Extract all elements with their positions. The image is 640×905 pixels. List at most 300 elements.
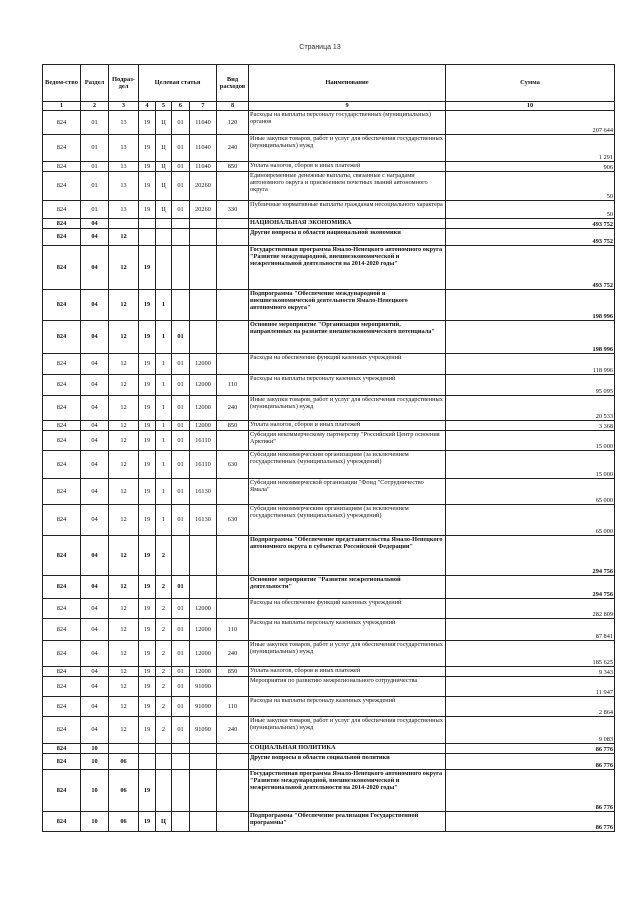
cell-vedomstvo: 824 (43, 667, 81, 677)
cell-sum: 198 996 (446, 321, 615, 354)
cell-target-subprogram: 2 (156, 667, 172, 677)
table-row (43, 135, 615, 162)
cell-target-event: 01 (172, 375, 190, 396)
cell-name: Другие вопросы в области социальной политики (249, 754, 446, 770)
cell-target-direction: 91090 (190, 717, 217, 744)
cell-sum: 185 625 (446, 641, 615, 667)
cell-target-event: 01 (172, 677, 190, 697)
cell-razdel: 04 (81, 229, 109, 246)
cell-target-subprogram: 1 (156, 421, 172, 431)
cell-target-subprogram: 1 (156, 431, 172, 451)
cell-podrazdel: 12 (109, 641, 139, 667)
cell-target-direction: 11040 (190, 135, 217, 162)
cell-sum: 50 (446, 172, 615, 201)
cell-sum: 906 (446, 162, 615, 172)
cell-target-direction (190, 246, 217, 290)
table-row (43, 375, 615, 396)
cell-target-direction: 12000 (190, 375, 217, 396)
cell-sum: 86 776 (446, 744, 615, 754)
cell-vid-raskhodov: 110 (217, 619, 249, 641)
cell-vid-raskhodov (217, 290, 249, 321)
cell-target-program: 19 (139, 451, 156, 479)
cell-sum: 11 947 (446, 677, 615, 697)
table-row (43, 396, 615, 421)
cell-vedomstvo: 824 (43, 354, 81, 375)
cell-target-event: 01 (172, 172, 190, 201)
cell-name: Основное мероприятие "Организация мероприятий, направленных на развитие внешнеэкономического потенциала" (249, 321, 446, 354)
cell-name: Субсидии некоммерческим организациям (за исключением государственных (муниципальных) учреждений) (249, 505, 446, 536)
cell-razdel: 04 (81, 576, 109, 599)
page-title: Страница 13 (299, 44, 341, 51)
cell-vid-raskhodov: 110 (217, 375, 249, 396)
header-vid: Вид расходов (217, 65, 249, 102)
cell-sum: 1 291 (446, 135, 615, 162)
cell-target-event: 01 (172, 354, 190, 375)
cell-vid-raskhodov: 120 (217, 111, 249, 135)
cell-name: Публичные нормативные выплаты гражданам несоциального характера (249, 201, 446, 219)
cell-vid-raskhodov (217, 754, 249, 770)
cell-vid-raskhodov (217, 321, 249, 354)
cell-vedomstvo: 824 (43, 717, 81, 744)
cell-name: Подпрограмма "Обеспечение международной и внешнеэкономической деятельности Ямало-Ненецкого автономного округа" (249, 290, 446, 321)
cell-vid-raskhodov (217, 354, 249, 375)
cell-name: Подпрограмма "Обеспечение представительства Ямало-Ненецкого автономного округа в субъектах Российской Федерации" (249, 536, 446, 576)
cell-razdel: 04 (81, 717, 109, 744)
cell-sum: 87 841 (446, 619, 615, 641)
table-row (43, 717, 615, 744)
cell-target-event: 01 (172, 576, 190, 599)
cell-target-direction (190, 812, 217, 832)
cell-target-event: 01 (172, 599, 190, 619)
cell-target-program: 19 (139, 201, 156, 219)
cell-razdel: 01 (81, 172, 109, 201)
cell-target-event: 01 (172, 111, 190, 135)
column-number-row (43, 102, 615, 111)
table-row (43, 111, 615, 135)
cell-target-direction: 12000 (190, 421, 217, 431)
cell-target-subprogram: Ц (156, 172, 172, 201)
cell-target-subprogram: 1 (156, 354, 172, 375)
cell-name: Уплата налогов, сборов и иных платежей (249, 162, 446, 172)
cell-target-event (172, 754, 190, 770)
cell-vid-raskhodov (217, 812, 249, 832)
cell-name: Государственная программа Ямало-Ненецкого автономного округа "Развитие международной, внешнеэкономической и межрегиональной деятельности на 2014-2020 годы" (249, 770, 446, 812)
cell-target-program: 19 (139, 505, 156, 536)
cell-target-program: 19 (139, 599, 156, 619)
cell-vid-raskhodov (217, 172, 249, 201)
cell-target-direction: 12000 (190, 354, 217, 375)
table-row (43, 754, 615, 770)
table-row (43, 619, 615, 641)
column-number: 3 (109, 102, 139, 111)
cell-podrazdel: 12 (109, 290, 139, 321)
cell-vedomstvo: 824 (43, 219, 81, 229)
cell-sum: 95 095 (446, 375, 615, 396)
cell-razdel: 04 (81, 667, 109, 677)
cell-sum: 2 864 (446, 697, 615, 717)
table-row (43, 451, 615, 479)
cell-vedomstvo: 824 (43, 421, 81, 431)
cell-sum: 118 996 (446, 354, 615, 375)
cell-vid-raskhodov (217, 536, 249, 576)
cell-razdel: 04 (81, 246, 109, 290)
cell-sum: 3 368 (446, 421, 615, 431)
cell-name: Единовременные денежные выплаты, связанные с наградами автономного округа и присвоением почетных званий автономного округа (249, 172, 446, 201)
cell-vedomstvo: 824 (43, 111, 81, 135)
cell-target-event: 01 (172, 162, 190, 172)
cell-target-direction: 12000 (190, 599, 217, 619)
table-row (43, 172, 615, 201)
table-row (43, 599, 615, 619)
cell-target-program: 19 (139, 431, 156, 451)
cell-name: Расходы на выплаты персоналу казенных учреждений (249, 375, 446, 396)
cell-target-program: 19 (139, 162, 156, 172)
table-row (43, 479, 615, 505)
cell-razdel: 04 (81, 321, 109, 354)
cell-target-subprogram: Ц (156, 111, 172, 135)
cell-vid-raskhodov (217, 770, 249, 812)
cell-podrazdel: 12 (109, 576, 139, 599)
cell-vedomstvo: 824 (43, 290, 81, 321)
cell-podrazdel: 13 (109, 162, 139, 172)
cell-podrazdel: 06 (109, 770, 139, 812)
cell-target-direction: 16130 (190, 505, 217, 536)
cell-razdel: 04 (81, 354, 109, 375)
cell-vid-raskhodov: 630 (217, 505, 249, 536)
cell-target-direction (190, 576, 217, 599)
cell-sum: 65 000 (446, 479, 615, 505)
cell-target-event (172, 290, 190, 321)
table-row (43, 641, 615, 667)
header-name: Наименование (249, 65, 446, 102)
cell-vid-raskhodov (217, 229, 249, 246)
cell-podrazdel: 12 (109, 599, 139, 619)
cell-target-program: 19 (139, 375, 156, 396)
cell-target-event: 01 (172, 421, 190, 431)
cell-target-program: 19 (139, 576, 156, 599)
cell-razdel: 10 (81, 812, 109, 832)
cell-razdel: 04 (81, 599, 109, 619)
cell-target-direction: 16110 (190, 431, 217, 451)
cell-target-program: 19 (139, 354, 156, 375)
cell-target-direction: 12000 (190, 667, 217, 677)
cell-target-direction (190, 536, 217, 576)
cell-podrazdel: 12 (109, 505, 139, 536)
cell-target-direction: 20260 (190, 172, 217, 201)
cell-sum: 294 756 (446, 536, 615, 576)
cell-target-direction (190, 770, 217, 812)
cell-target-subprogram: 2 (156, 697, 172, 717)
cell-name: Иные закупки товаров, работ и услуг для обеспечения государственных (муниципальных) нужд (249, 641, 446, 667)
budget-table (42, 64, 615, 832)
cell-target-subprogram: 1 (156, 479, 172, 505)
cell-vedomstvo: 824 (43, 375, 81, 396)
cell-target-program: 19 (139, 619, 156, 641)
cell-target-program: 19 (139, 479, 156, 505)
cell-target-event: 01 (172, 135, 190, 162)
cell-podrazdel: 12 (109, 421, 139, 431)
cell-vedomstvo: 824 (43, 162, 81, 172)
cell-name: Субсидии некоммерческой организации "Фонд "Сотрудничество Ямала" (249, 479, 446, 505)
cell-name: Мероприятия по развитию межрегионального сотрудничества (249, 677, 446, 697)
cell-vid-raskhodov: 850 (217, 162, 249, 172)
cell-razdel: 04 (81, 375, 109, 396)
cell-razdel: 04 (81, 536, 109, 576)
cell-target-subprogram (156, 229, 172, 246)
cell-vedomstvo: 824 (43, 229, 81, 246)
cell-razdel: 04 (81, 451, 109, 479)
cell-target-program (139, 219, 156, 229)
column-number: 9 (249, 102, 446, 111)
cell-target-direction: 91090 (190, 697, 217, 717)
cell-vedomstvo: 824 (43, 599, 81, 619)
cell-target-subprogram (156, 770, 172, 812)
cell-target-program: 19 (139, 321, 156, 354)
cell-vid-raskhodov: 110 (217, 697, 249, 717)
cell-target-direction: 16130 (190, 479, 217, 505)
cell-target-program: 19 (139, 717, 156, 744)
cell-target-subprogram (156, 219, 172, 229)
cell-name: Расходы на выплаты персоналу казенных учреждений (249, 697, 446, 717)
table-row (43, 576, 615, 599)
cell-target-subprogram: 1 (156, 375, 172, 396)
cell-vid-raskhodov (217, 219, 249, 229)
header-ved: Ведом-ство (43, 65, 81, 102)
cell-vedomstvo: 824 (43, 431, 81, 451)
cell-target-subprogram: 2 (156, 599, 172, 619)
table-row (43, 201, 615, 219)
cell-sum: 493 752 (446, 229, 615, 246)
cell-podrazdel: 12 (109, 717, 139, 744)
cell-razdel: 01 (81, 135, 109, 162)
cell-target-subprogram: 2 (156, 641, 172, 667)
cell-razdel: 04 (81, 619, 109, 641)
cell-razdel: 10 (81, 744, 109, 754)
cell-target-subprogram (156, 744, 172, 754)
table-row (43, 229, 615, 246)
cell-target-subprogram: 1 (156, 321, 172, 354)
cell-vedomstvo: 824 (43, 246, 81, 290)
cell-target-program (139, 754, 156, 770)
column-number: 5 (156, 102, 172, 111)
cell-target-direction: 12000 (190, 619, 217, 641)
cell-target-direction (190, 744, 217, 754)
cell-razdel: 01 (81, 111, 109, 135)
cell-sum: 86 776 (446, 770, 615, 812)
cell-sum: 9 083 (446, 717, 615, 744)
cell-podrazdel: 12 (109, 321, 139, 354)
table-row (43, 162, 615, 172)
cell-razdel: 01 (81, 201, 109, 219)
cell-vid-raskhodov: 850 (217, 421, 249, 431)
cell-sum: 282 809 (446, 599, 615, 619)
header-target: Целевая статья (139, 65, 217, 102)
cell-podrazdel: 13 (109, 135, 139, 162)
column-number: 8 (217, 102, 249, 111)
cell-name: Уплата налогов, сборов и иных платежей (249, 667, 446, 677)
cell-vid-raskhodov (217, 744, 249, 754)
cell-vedomstvo: 824 (43, 697, 81, 717)
cell-vid-raskhodov: 240 (217, 717, 249, 744)
table-row (43, 770, 615, 812)
cell-name: Расходы на обеспечение функций казенных учреждений (249, 599, 446, 619)
cell-target-program: 19 (139, 677, 156, 697)
cell-podrazdel: 06 (109, 812, 139, 832)
cell-podrazdel: 12 (109, 431, 139, 451)
cell-target-subprogram: 2 (156, 677, 172, 697)
cell-name: Субсидия некоммерческому партнерству "Российский Центр освоения Арктики" (249, 431, 446, 451)
cell-target-subprogram: Ц (156, 162, 172, 172)
cell-name: СОЦИАЛЬНАЯ ПОЛИТИКА (249, 744, 446, 754)
table-row (43, 246, 615, 290)
cell-vedomstvo: 824 (43, 321, 81, 354)
cell-sum: 294 756 (446, 576, 615, 599)
cell-target-subprogram: Ц (156, 135, 172, 162)
cell-target-event: 01 (172, 201, 190, 219)
cell-target-event: 01 (172, 717, 190, 744)
cell-name: Другие вопросы в области национальной экономики (249, 229, 446, 246)
cell-vedomstvo: 824 (43, 396, 81, 421)
cell-podrazdel: 12 (109, 697, 139, 717)
cell-target-event (172, 770, 190, 812)
cell-vid-raskhodov (217, 677, 249, 697)
cell-sum: 198 996 (446, 290, 615, 321)
table-row (43, 354, 615, 375)
cell-podrazdel: 12 (109, 396, 139, 421)
cell-sum: 86 776 (446, 754, 615, 770)
cell-sum: 15 000 (446, 431, 615, 451)
cell-vid-raskhodov: 330 (217, 201, 249, 219)
cell-target-program: 19 (139, 536, 156, 576)
cell-podrazdel: 12 (109, 667, 139, 677)
cell-target-program: 19 (139, 246, 156, 290)
cell-razdel: 04 (81, 677, 109, 697)
cell-target-event: 01 (172, 396, 190, 421)
table-row (43, 677, 615, 697)
cell-vid-raskhodov: 240 (217, 396, 249, 421)
cell-target-subprogram: 2 (156, 536, 172, 576)
cell-razdel: 04 (81, 219, 109, 229)
cell-target-program: 19 (139, 396, 156, 421)
cell-target-event: 01 (172, 505, 190, 536)
cell-vid-raskhodov: 240 (217, 135, 249, 162)
cell-podrazdel (109, 219, 139, 229)
table-row (43, 697, 615, 717)
cell-podrazdel: 12 (109, 479, 139, 505)
column-number: 2 (81, 102, 109, 111)
cell-target-subprogram: 1 (156, 451, 172, 479)
cell-target-subprogram (156, 246, 172, 290)
cell-name: НАЦИОНАЛЬНАЯ ЭКОНОМИКА (249, 219, 446, 229)
cell-target-program: 19 (139, 770, 156, 812)
cell-target-direction (190, 290, 217, 321)
cell-vid-raskhodov: 850 (217, 667, 249, 677)
cell-sum: 207 644 (446, 111, 615, 135)
cell-target-event: 01 (172, 479, 190, 505)
cell-target-direction (190, 754, 217, 770)
cell-sum: 493 752 (446, 219, 615, 229)
cell-vid-raskhodov (217, 479, 249, 505)
header-podrazdel: Подраз-дел (109, 65, 139, 102)
cell-vedomstvo: 824 (43, 641, 81, 667)
cell-target-subprogram: 1 (156, 505, 172, 536)
cell-target-program: 19 (139, 812, 156, 832)
cell-vedomstvo: 824 (43, 479, 81, 505)
cell-sum: 493 752 (446, 246, 615, 290)
cell-name: Уплата налогов, сборов и иных платежей (249, 421, 446, 431)
column-number: 4 (139, 102, 156, 111)
cell-target-event: 01 (172, 641, 190, 667)
cell-vedomstvo: 824 (43, 576, 81, 599)
column-number: 1 (43, 102, 81, 111)
cell-podrazdel: 12 (109, 677, 139, 697)
cell-target-direction: 12000 (190, 641, 217, 667)
cell-target-program: 19 (139, 641, 156, 667)
cell-target-direction: 91090 (190, 677, 217, 697)
cell-podrazdel (109, 744, 139, 754)
cell-target-event: 01 (172, 431, 190, 451)
cell-vid-raskhodov (217, 599, 249, 619)
table-row (43, 219, 615, 229)
cell-sum: 20 533 (446, 396, 615, 421)
cell-name: Подпрограмма "Обеспечение реализации Государственной программы" (249, 812, 446, 832)
table-row (43, 321, 615, 354)
cell-target-subprogram (156, 754, 172, 770)
cell-target-event: 01 (172, 451, 190, 479)
cell-sum: 15 000 (446, 451, 615, 479)
cell-razdel: 04 (81, 431, 109, 451)
cell-target-event (172, 536, 190, 576)
cell-target-event: 01 (172, 697, 190, 717)
table-row (43, 536, 615, 576)
cell-vedomstvo: 824 (43, 172, 81, 201)
cell-podrazdel: 12 (109, 375, 139, 396)
cell-name: Расходы на выплаты персоналу государственных (муниципальных) органов (249, 111, 446, 135)
header-sum: Сумма (446, 65, 615, 102)
cell-target-subprogram: 1 (156, 290, 172, 321)
cell-target-program: 19 (139, 111, 156, 135)
cell-razdel: 04 (81, 479, 109, 505)
cell-name: Иные закупки товаров, работ и услуг для обеспечения государственных (муниципальных) нужд (249, 396, 446, 421)
table-row (43, 744, 615, 754)
cell-name: Иные закупки товаров, работ и услуг для обеспечения государственных (муниципальных) нужд (249, 717, 446, 744)
cell-target-subprogram: Ц (156, 812, 172, 832)
cell-target-program (139, 744, 156, 754)
cell-target-subprogram: 1 (156, 396, 172, 421)
table-row (43, 505, 615, 536)
cell-sum: 86 776 (446, 812, 615, 832)
cell-name: Расходы на обеспечение функций казенных учреждений (249, 354, 446, 375)
cell-vid-raskhodov: 240 (217, 641, 249, 667)
cell-sum: 50 (446, 201, 615, 219)
cell-vedomstvo: 824 (43, 754, 81, 770)
column-number: 10 (446, 102, 615, 111)
cell-podrazdel: 12 (109, 536, 139, 576)
cell-target-direction: 16110 (190, 451, 217, 479)
cell-name: Субсидии некоммерческим организациям (за исключением государственных (муниципальных) учреждений) (249, 451, 446, 479)
cell-target-program: 19 (139, 667, 156, 677)
cell-target-direction: 20260 (190, 201, 217, 219)
cell-podrazdel: 13 (109, 111, 139, 135)
cell-vid-raskhodov: 630 (217, 451, 249, 479)
header-row (43, 65, 615, 102)
cell-vedomstvo: 824 (43, 451, 81, 479)
cell-target-direction: 11040 (190, 162, 217, 172)
cell-target-direction (190, 321, 217, 354)
cell-target-program: 19 (139, 172, 156, 201)
cell-target-event: 01 (172, 619, 190, 641)
cell-podrazdel: 12 (109, 619, 139, 641)
